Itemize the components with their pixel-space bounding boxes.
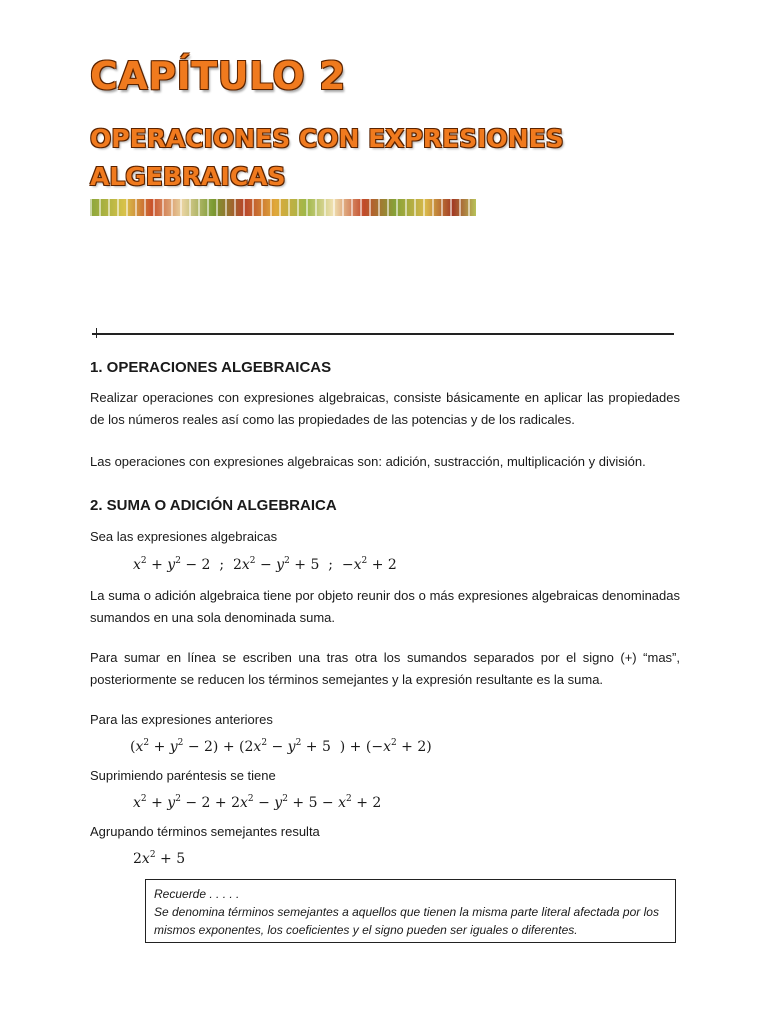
- math-sum-with-parentheses: $(x^2 + y^2 - 2) + (2x^2 - y^2 + 5$ ) + $(-x^2 + 2)$: [130, 738, 432, 755]
- label-agrupando: Agrupando términos semejantes resulta: [90, 824, 320, 839]
- section-2-paragraph-2: Para sumar en línea se escriben una tras otra los sumandos separados por el signo (+) “mas”, posteriormente se reducen los términos semejantes y la expresión resultante es la suma.: [90, 650, 680, 687]
- label-anteriores: Para las expresiones anteriores: [90, 712, 273, 727]
- section-1-paragraph-2: Las operaciones con expresiones algebraicas son: adición, sustracción, multiplicación y división.: [90, 454, 646, 469]
- label-suprimiendo: Suprimiendo paréntesis se tiene: [90, 768, 276, 783]
- decorative-strip: [90, 199, 476, 216]
- chapter-subtitle: [90, 120, 710, 196]
- section-1-heading: 1. OPERACIONES ALGEBRAICAS: [90, 359, 332, 376]
- horizontal-rule: [92, 333, 674, 335]
- section-2-intro: Sea las expresiones algebraicas: [90, 529, 278, 544]
- math-expressions-list: $x^2 + y^2 - 2$ ; $2x^2 - y^2 + 5$ ; $-x^2 + 2$: [133, 556, 397, 573]
- section-2-heading: 2. SUMA O ADICIÓN ALGEBRAICA: [90, 497, 337, 514]
- section-2-paragraph-1: La suma o adición algebraica tiene por objeto reunir dos o más expresiones algebraicas denominadas sumandos en una sola denominada suma.: [90, 588, 680, 625]
- chapter-title: CAPÍTULO 2: [90, 54, 346, 98]
- note-text: Se denomina términos semejantes a aquellos que tienen la misma parte literal afectada por los mismos exponentes, los coeficientes y el signo pueden ser iguales o diferentes.: [154, 905, 659, 937]
- subtitle-line-2: ALGEBRAICAS: [90, 162, 286, 191]
- subtitle-line-1: OPERACIONES CON EXPRESIONES: [90, 124, 564, 153]
- math-result: $2x^2 + 5$: [133, 850, 186, 867]
- recuerde-note-box: [145, 879, 676, 943]
- rule-tick: [96, 328, 97, 338]
- math-without-parentheses: $x^2 + y^2 - 2 + 2x^2 - y^2 + 5 - x^2 + 2$: [133, 794, 382, 811]
- note-title: Recuerde . . . . .: [154, 887, 240, 901]
- section-1-paragraph-1: Realizar operaciones con expresiones algebraicas, consiste básicamente en aplicar las propiedades de los números reales así como las propiedades de las potencias y de los radicales.: [90, 390, 680, 427]
